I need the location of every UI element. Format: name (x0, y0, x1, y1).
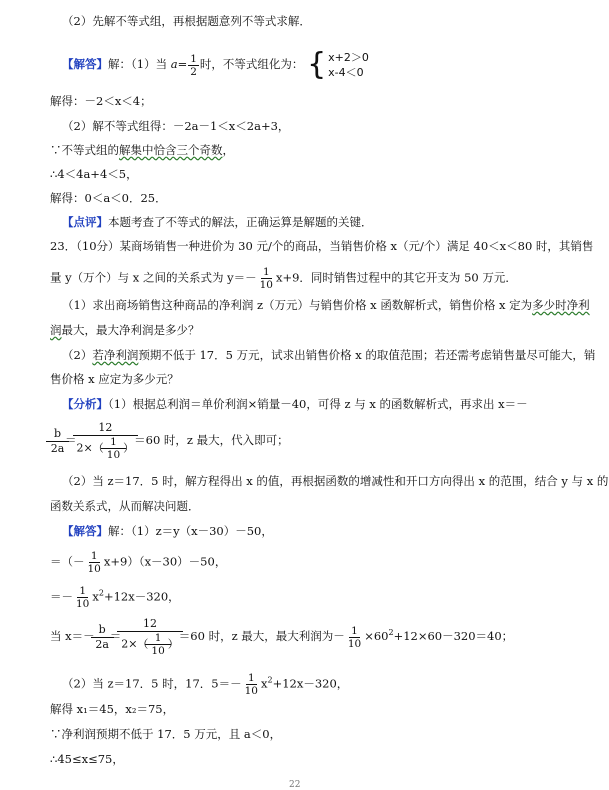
text-span: 时，不等式组化为： (199, 57, 304, 71)
formula-line: ＝（－ $\frac{1}{10}$ x+9）（x－30）－50， (50, 550, 227, 575)
comment-line: 【点评】本题考查了不等式的解法，正确运算是解题的关键． (62, 215, 373, 229)
text-line: 解得：－2＜x＜4； (50, 94, 152, 108)
underlined-text: 解集中恰含三个奇数 (119, 143, 223, 157)
text-line: （2）解不等式组得：－2a－1＜x＜2a+3， (62, 119, 290, 133)
answer-tag: 【解答】 (62, 524, 108, 538)
text-line: （2）当 z＝17．5 时，解方程得出 x 的值，再根据函数的增减性和开口方向得出 x 的范围，结合 y 与 x 的 (62, 474, 609, 488)
text-line: ∵净利润预期不低于 17．5 万元，且 a＜0， (50, 727, 282, 741)
page-number: 22 (289, 780, 301, 790)
analysis-line: 【分析】（1）根据总利润＝单价利润×销量－40，可得 z 与 x 的函数解析式，再求出 x＝－ (62, 397, 528, 411)
question-line: 23．（10分）某商场销售一种进价为 30 元/个的商品，当销售价格 x（元/个）满足 40＜x＜80 时，其销售 (50, 239, 594, 253)
text-line: 函数关系式，从而解决问题． (50, 499, 200, 513)
text-line: ∵不等式组的解集中恰含三个奇数， (50, 143, 234, 157)
text-span: 解：（1）当 (108, 57, 168, 71)
fraction: $\frac{1}{10}$ (259, 266, 273, 291)
comment-tag: 【点评】 (62, 215, 108, 229)
text-line: 解得 x₁＝45，x₂＝75， (50, 702, 175, 716)
question-line: 售价格 x 应定为多少元？ (50, 372, 179, 386)
answer-line: 【解答】解：（1）z＝y（x－30）－50， (62, 524, 273, 538)
text-span: a= (170, 57, 188, 71)
question-line: 量 y（万个）与 x 之间的关系式为 y＝－ $\frac{1}{10}$ x+9．同时销售过程中的其它开支为 50 万元． (50, 266, 517, 291)
analysis-tag: 【分析】 (62, 397, 108, 411)
fraction: $\frac{1}{2}$ (190, 52, 197, 78)
question-line: （2）若净利润预期不低于 17．5 万元，试求出销售价格 x 的取值范围；若还需考虑销售量尽可能大，销 (62, 348, 596, 362)
formula-line: ＝－ $\frac{1}{10}$ $x^2+12x-320$， (50, 585, 180, 610)
formula-line: 当 x＝－ $\frac{b}{2a}$ ＝ 12 2×（ $\frac{1}{10}$ ） ＝60 时，z 最大，最大利润为－ $\frac{1}{10}$ $\times 60^2+12\times 60-320=40$； (50, 617, 514, 657)
text-line: ∴45≤x≤75， (50, 752, 124, 766)
inequality-system: { x+2＞0 x-4＜0 (307, 47, 369, 82)
formula-line: （2）当 z＝17．5 时，17．5＝－ $\frac{1}{10}$ $x^2+12x-320$， (62, 672, 349, 697)
answer-line (62, 47, 369, 82)
answer-tag: 【解答】 (62, 57, 108, 71)
question-line: 润最大，最大净利润是多少？ (50, 323, 200, 337)
analysis-formula: $\frac{b}{2a}$ ＝ 12 2×（ $\frac{1}{10}$ ） ＝60 时，z 最大，代入即可； (50, 421, 289, 461)
question-line: （1）求出商场销售这种商品的净利润 z（万元）与销售价格 x 函数解析式，销售价格 x 定为多少时净利 (62, 298, 590, 312)
text-line: ∴4＜4a+4＜5， (50, 167, 138, 181)
text-line: （2）先解不等式组，再根据题意列不等式求解． (62, 14, 311, 28)
text-line: 解得：0＜a＜0．25． (50, 191, 167, 205)
